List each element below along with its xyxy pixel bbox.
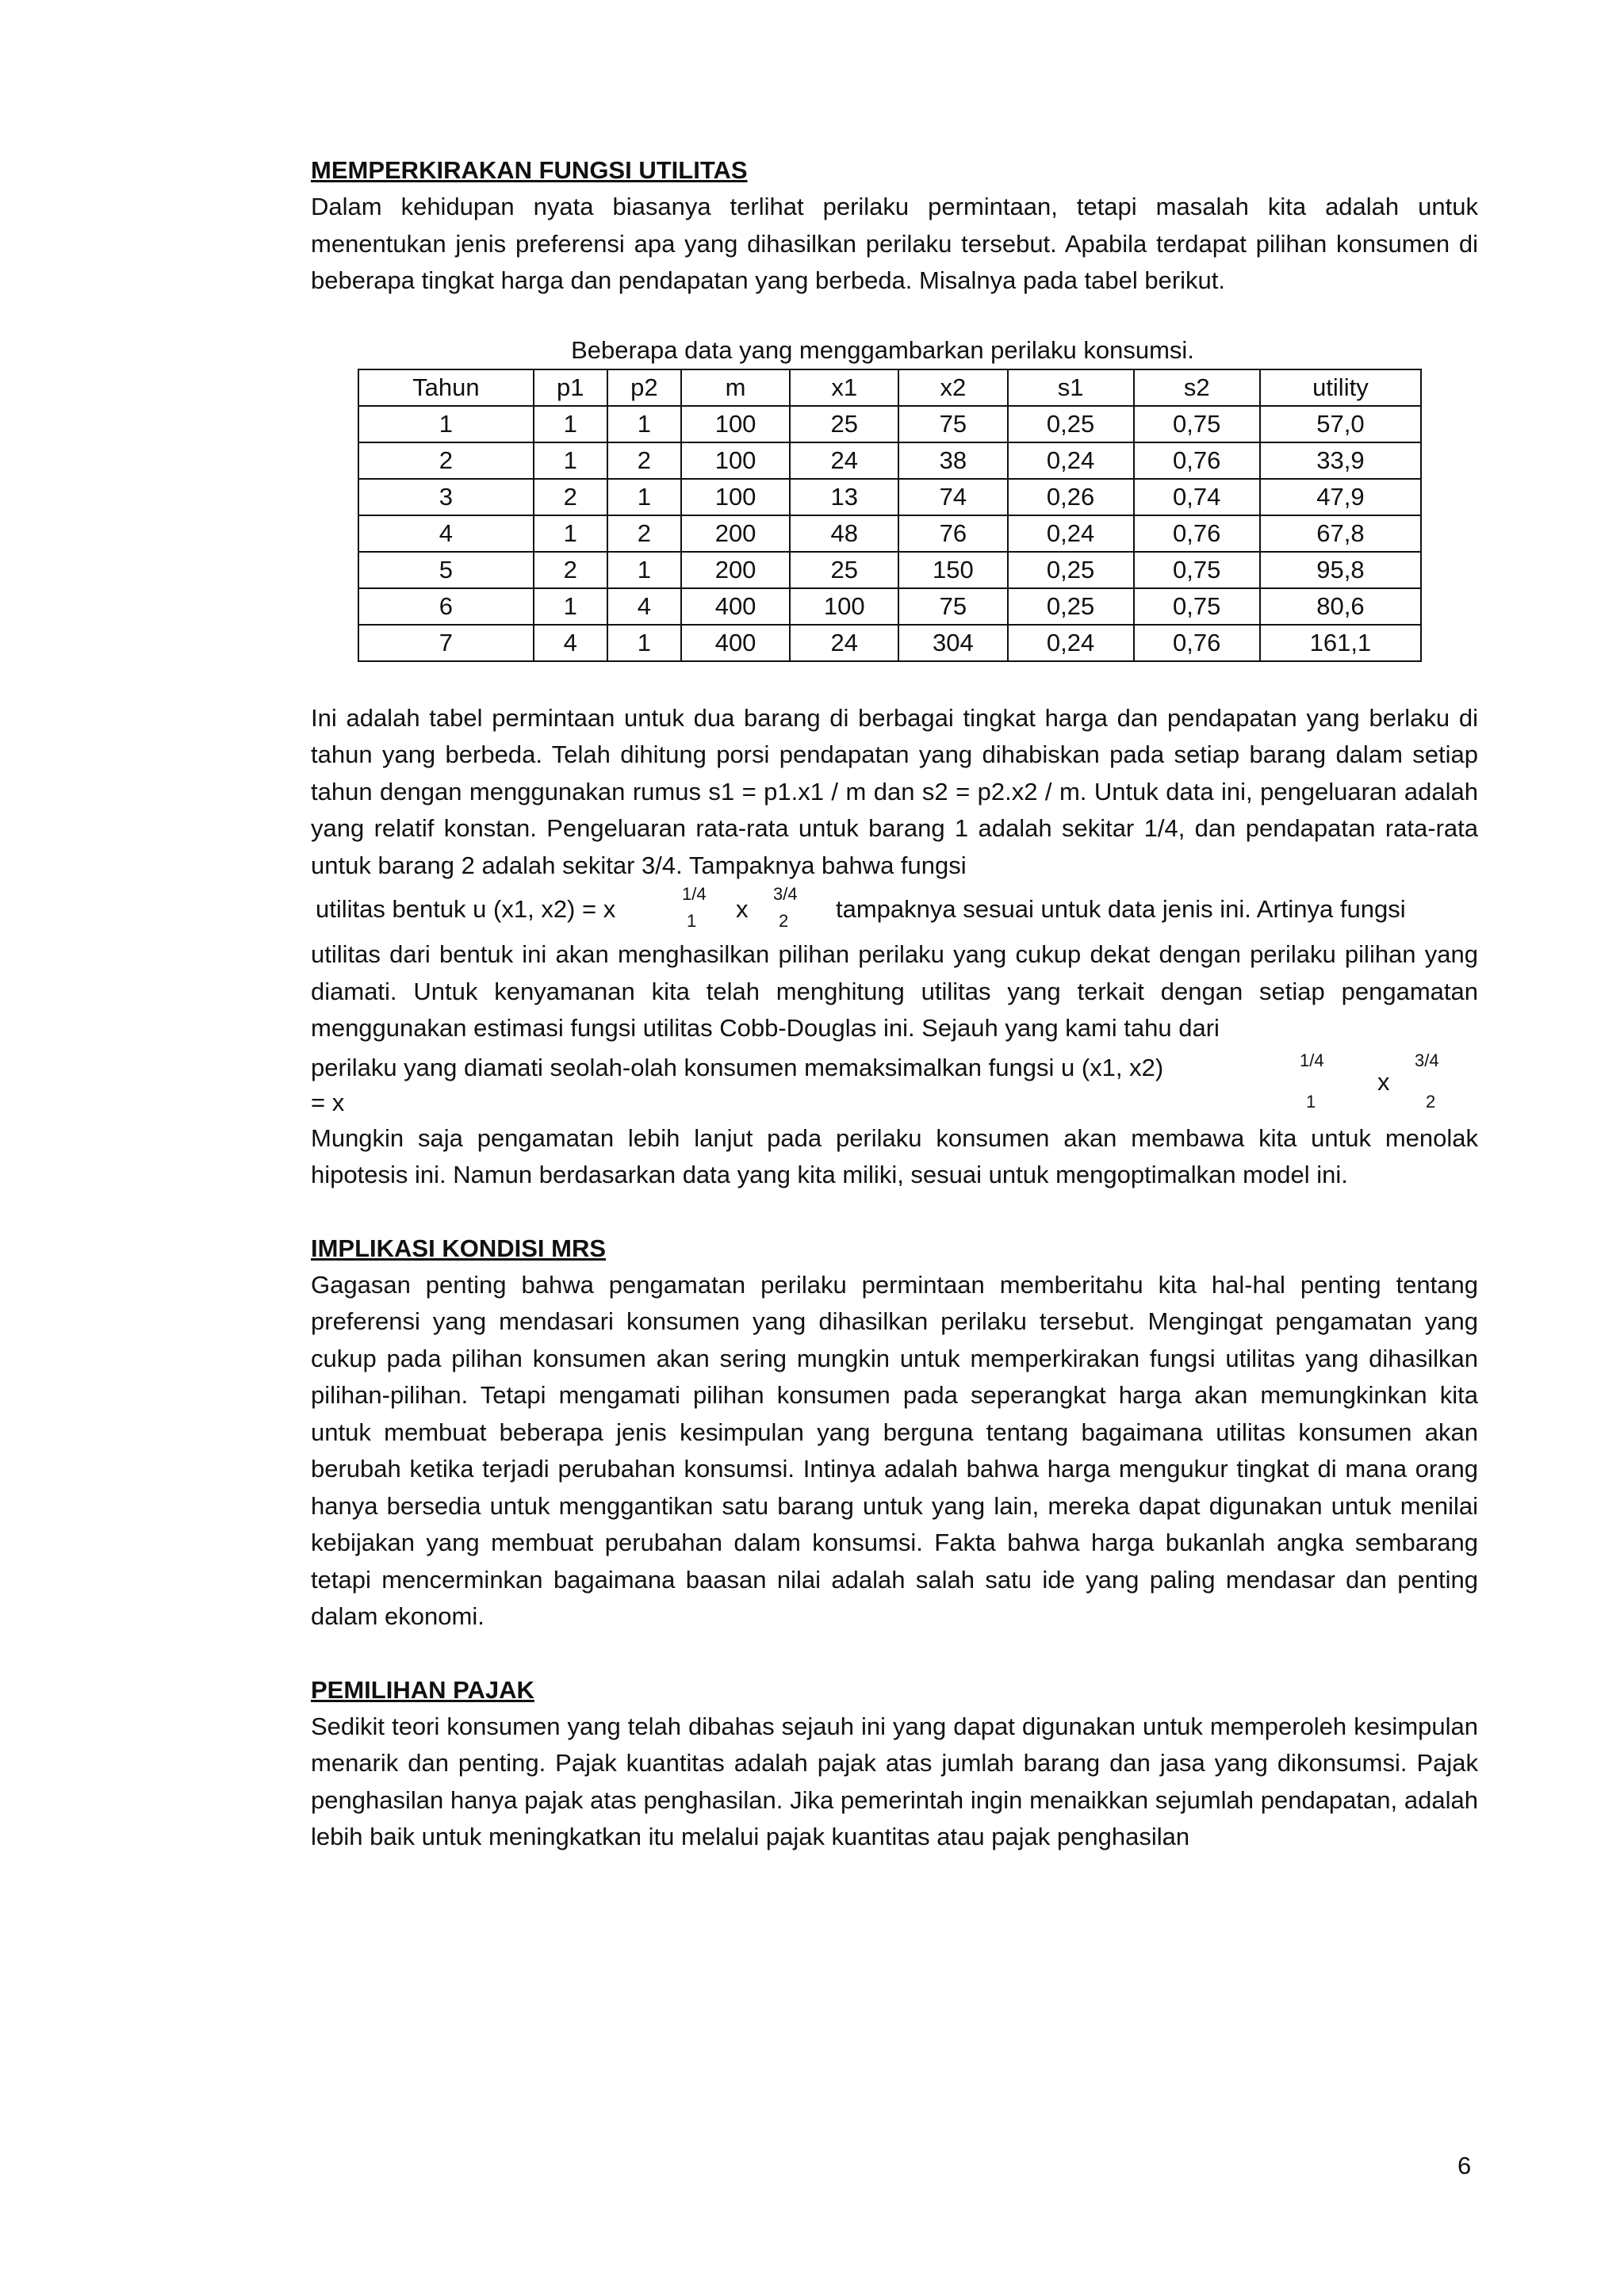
hypothesis-paragraph: Mungkin saja pengamatan lebih lanjut pada perilaku konsumen akan membawa kita untuk menolak hipotesis ini. Namun berdasarkan data yang kita miliki, sesuai untuk mengoptimalkan model ini. <box>311 1123 1478 1188</box>
table-cell: 304 <box>898 625 1007 661</box>
formula-exponent-1: 1/4 <box>682 884 707 904</box>
table-cell: 161,1 <box>1260 625 1421 661</box>
table-cell: 1 <box>358 406 534 442</box>
table-cell: 57,0 <box>1260 406 1421 442</box>
table-cell: 4 <box>358 515 534 552</box>
intro-paragraph: Dalam kehidupan nyata biasanya terlihat perilaku permintaan, tetapi masalah kita adalah untuk menentukan jenis preferensi apa yang dihasilkan perilaku tersebut. Apabila terdapat pilihan konsumen di beberapa tingkat harga dan pendapatan yang berbeda. Misalnya pada tabel berikut. <box>311 193 1478 294</box>
table-cell: 1 <box>607 406 681 442</box>
table-cell: 0,26 <box>1008 479 1134 515</box>
table-cell: 4 <box>607 588 681 625</box>
table-explanation-paragraph: Ini adalah tabel permintaan untuk dua barang di berbagai tingkat harga dan pendapatan yang berlaku di tahun yang berbeda. Telah dihitung porsi pendapatan yang dihabiskan pada setiap barang dalam setiap tahun dengan menggunakan rumus s1 = p1.x1 / m dan s2 = p2.x2 / m. Untuk data ini, pengeluaran adalah yang relatif konstan. Pengeluaran rata-rata untuk barang 1 adalah sekitar 1/4, dan pendapatan rata-rata untuk barang 2 adalah sekitar 3/4. Tampaknya bahwa fungsi <box>311 703 1478 879</box>
formula-tail-text: tampaknya sesuai untuk data jenis ini. Artinya fungsi <box>836 895 1406 923</box>
table-cell: 2 <box>358 442 534 479</box>
table-cell: 2 <box>534 552 607 588</box>
formula-multiply: x <box>736 895 749 923</box>
consumption-data-table <box>358 369 1422 662</box>
formula2-exponent-1: 1/4 <box>1300 1050 1324 1070</box>
header-cell: s2 <box>1134 369 1260 406</box>
table-cell: 7 <box>358 625 534 661</box>
maximize-formula-block <box>311 1047 1478 1120</box>
table-cell: 1 <box>607 625 681 661</box>
table-cell: 0,25 <box>1008 588 1134 625</box>
table-cell: 100 <box>681 406 790 442</box>
table-cell: 76 <box>898 515 1007 552</box>
formula2-lead-text: perilaku yang diamati seolah-olah konsumen memaksimalkan fungsi u (x1, x2) <box>311 1053 1164 1081</box>
table-cell: 1 <box>534 588 607 625</box>
table-row <box>358 588 1421 625</box>
table-cell: 0,24 <box>1008 515 1134 552</box>
table-cell: 0,24 <box>1008 442 1134 479</box>
table-row <box>358 515 1421 552</box>
table-row <box>358 406 1421 442</box>
tax-paragraph: Sedikit teori konsumen yang telah dibahas sejauh ini yang dapat digunakan untuk memperoleh kesimpulan menarik dan penting. Pajak kuantitas adalah pajak atas jumlah barang dan jasa yang dikonsumsi. Pajak penghasilan hanya pajak atas penghasilan. Jika pemerintah ingin menaikkan sejumlah pendapatan, adalah lebih baik untuk meningkatkan itu melalui pajak kuantitas atau pajak penghasilan <box>311 1712 1478 1850</box>
table-cell: 25 <box>790 406 898 442</box>
table-cell: 48 <box>790 515 898 552</box>
table-cell: 0,76 <box>1134 442 1260 479</box>
table-caption: Beberapa data yang menggambarkan perilaku konsumsi. <box>571 335 1194 364</box>
formula2-subscript-2: 2 <box>1426 1091 1436 1112</box>
table-cell: 0,76 <box>1134 625 1260 661</box>
utility-formula-line <box>311 884 1478 936</box>
table-cell: 1 <box>534 515 607 552</box>
table-cell: 100 <box>681 442 790 479</box>
formula-subscript-1: 1 <box>687 911 697 931</box>
formula-subscript-2: 2 <box>779 911 789 931</box>
table-cell: 200 <box>681 515 790 552</box>
header-cell: x1 <box>790 369 898 406</box>
table-cell: 4 <box>534 625 607 661</box>
table-cell: 1 <box>607 552 681 588</box>
table-cell: 1 <box>607 479 681 515</box>
formula2-equals-text: = x <box>311 1088 345 1116</box>
table-cell: 75 <box>898 588 1007 625</box>
table-cell: 100 <box>681 479 790 515</box>
table-cell: 38 <box>898 442 1007 479</box>
header-cell: s1 <box>1008 369 1134 406</box>
table-cell: 3 <box>358 479 534 515</box>
header-cell: m <box>681 369 790 406</box>
document-page <box>311 152 1478 1856</box>
table-cell: 0,74 <box>1134 479 1260 515</box>
table-cell: 0,25 <box>1008 552 1134 588</box>
table-cell: 0,75 <box>1134 552 1260 588</box>
table-cell: 0,75 <box>1134 406 1260 442</box>
header-cell: utility <box>1260 369 1421 406</box>
formula-lead-text: utilitas bentuk u (x1, x2) = x <box>316 895 616 923</box>
table-cell: 6 <box>358 588 534 625</box>
table-cell: 0,75 <box>1134 588 1260 625</box>
table-cell: 200 <box>681 552 790 588</box>
table-cell: 13 <box>790 479 898 515</box>
header-cell: Tahun <box>358 369 534 406</box>
table-row <box>358 625 1421 661</box>
table-row <box>358 479 1421 515</box>
table-cell: 24 <box>790 442 898 479</box>
table-row <box>358 442 1421 479</box>
table-cell: 2 <box>534 479 607 515</box>
table-cell: 95,8 <box>1260 552 1421 588</box>
table-cell: 67,8 <box>1260 515 1421 552</box>
header-cell: p2 <box>607 369 681 406</box>
table-cell: 1 <box>534 442 607 479</box>
table-cell: 0,25 <box>1008 406 1134 442</box>
table-body <box>358 406 1421 661</box>
section-title-memperkirakan: MEMPERKIRAKAN FUNGSI UTILITAS <box>311 156 748 184</box>
formula2-exponent-2: 3/4 <box>1415 1050 1439 1070</box>
table-cell: 2 <box>607 442 681 479</box>
table-cell: 24 <box>790 625 898 661</box>
table-cell: 1 <box>534 406 607 442</box>
table-cell: 25 <box>790 552 898 588</box>
table-cell: 47,9 <box>1260 479 1421 515</box>
table-cell: 100 <box>790 588 898 625</box>
table-cell: 0,76 <box>1134 515 1260 552</box>
table-cell: 74 <box>898 479 1007 515</box>
page-number: 6 <box>1457 2152 1472 2179</box>
header-cell: p1 <box>534 369 607 406</box>
table-cell: 80,6 <box>1260 588 1421 625</box>
formula2-multiply: x <box>1377 1067 1390 1096</box>
formula-exponent-2: 3/4 <box>773 884 798 904</box>
table-header-row <box>358 369 1421 406</box>
header-cell: x2 <box>898 369 1007 406</box>
table-cell: 0,24 <box>1008 625 1134 661</box>
utility-explanation-paragraph: utilitas dari bentuk ini akan menghasilkan pilihan perilaku yang cukup dekat dengan perilaku pilihan yang diamati. Untuk kenyamanan kita telah menghitung utilitas yang terkait dengan setiap pengamatan menggunakan estimasi fungsi utilitas Cobb-Douglas ini. Sejauh yang kami tahu dari <box>311 940 1478 1042</box>
table-cell: 5 <box>358 552 534 588</box>
section-title-implikasi-mrs: IMPLIKASI KONDISI MRS <box>311 1234 607 1262</box>
section-title-pemilihan-pajak: PEMILIHAN PAJAK <box>311 1675 534 1704</box>
table-cell: 150 <box>898 552 1007 588</box>
table-cell: 400 <box>681 625 790 661</box>
formula2-subscript-1: 1 <box>1306 1091 1316 1112</box>
table-cell: 33,9 <box>1260 442 1421 479</box>
table-row <box>358 552 1421 588</box>
table-cell: 75 <box>898 406 1007 442</box>
mrs-paragraph: Gagasan penting bahwa pengamatan perilaku permintaan memberitahu kita hal-hal penting tentang preferensi yang mendasari konsumen yang dihasilkan perilaku tersebut. Mengingat pengamatan yang cukup pada pilihan konsumen akan sering mungkin untuk memperkirakan fungsi utilitas yang dihasilkan pilihan-pilihan. Tetapi mengamati pilihan konsumen pada seperangkat harga akan memungkinkan kita untuk membuat beberapa jenis kesimpulan yang berguna tentang bagaimana utilitas konsumen akan berubah ketika terjadi perubahan konsumsi. Intinya adalah bahwa harga mengukur tingkat di mana orang hanya bersedia untuk menggantikan satu barang untuk yang lain, mereka dapat digunakan untuk menilai kebijakan yang membuat perubahan dalam konsumsi. Fakta bahwa harga bukanlah angka sembarang tetapi mencerminkan bagaimana baasan nilai adalah salah satu ide yang paling mendasar dan penting dalam ekonomi. <box>311 1270 1478 1630</box>
table-cell: 2 <box>607 515 681 552</box>
table-cell: 400 <box>681 588 790 625</box>
